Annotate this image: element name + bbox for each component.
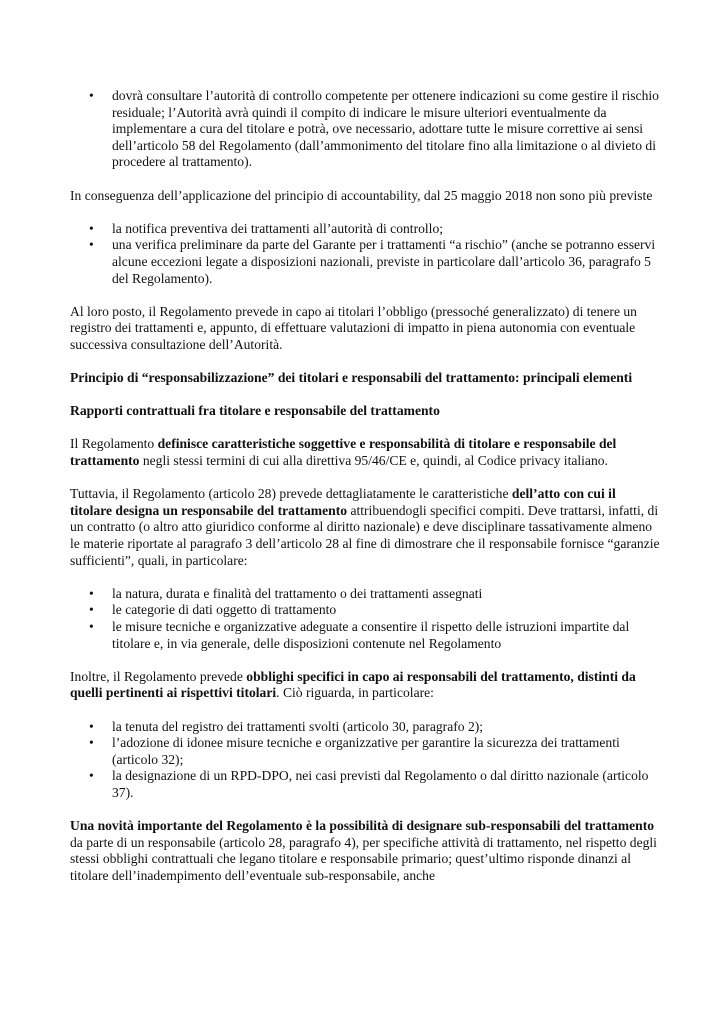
list-item-text: l’adozione di idonee misure tecniche e organizzative per garantire la sicurezza dei trattamenti (articolo 32); (112, 735, 620, 767)
bullet-icon: • (89, 619, 94, 634)
list-item (70, 719, 660, 736)
list-item (70, 221, 660, 238)
text-run: Inoltre, il Regolamento prevede (70, 668, 247, 684)
bullet-list-non-previste (70, 221, 660, 287)
bullet-icon: • (89, 768, 94, 784)
list-item (70, 586, 660, 603)
text-run: . Ciò riguarda, in particolare: (276, 685, 434, 701)
text-run: attribuendogli specifici compiti. Deve trattarsi, infatti, di un contratto (o altro atto giuridico conforme al diritto nazionale) e deve disciplinare tassativamente almeno le materie riportate al paragrafo 3 dell’articolo 28 al fine di dimostrare che il responsabile fornisce “garanzie sufficienti”, quali, in particolare: (70, 502, 660, 568)
text-run: Tuttavia, il Regolamento (articolo 28) prevede dettagliatamente le caratteristiche (70, 486, 512, 502)
list-item-text: dovrà consultare l’autorità di controllo competente per ottenere indicazioni su come gestire il rischio residuale; l’Autorità avrà quindi il compito di indicare le misure ulteriori eventualmente da implementare a cura del titolare e potrà, ove necessario, adottare tutte le misure correttive ai sensi dell’articolo 58 del Regolamento (dall’ammonimento del titolare fino alla limitazione o al divieto di procedere al trattamento). (112, 88, 659, 170)
bullet-list-garanzie (70, 586, 660, 652)
list-item-text: una verifica preliminare da parte del Garante per i trattamenti “a rischio” (anche se potranno esservi alcune eccezioni legate a disposizioni nazionali, previste in particolare dall’articolo 36, paragrafo 5 del Regolamento). (112, 237, 656, 286)
list-item-text: le misure tecniche e organizzative adeguate a consentire il rispetto delle istruzioni impartite dal titolare e, in via generale, delle disposizioni contenute nel Regolamento (112, 619, 630, 651)
list-item (70, 602, 660, 619)
text-run: Il Regolamento (70, 436, 158, 452)
list-item-text: la designazione di un RPD-DPO, nei casi previsti dal Regolamento o dal diritto nazionale (articolo 37). (112, 768, 649, 800)
paragraph-registro: Al loro posto, il Regolamento prevede in capo ai titolari l’obbligo (pressoché generalizzato) di tenere un registro dei trattamenti e, appunto, di effettuare valutazioni di impatto in piena autonomia con eventuale successiva consultazione dell’Autorità. (70, 303, 637, 352)
bold-text-run: dell’atto con cui il titolare designa un responsabile del trattamento (70, 486, 616, 518)
bold-text-run: obblighi specifici in capo ai responsabili del trattamento, distinti da quelli pertinenti ai rispettivi titolari (70, 668, 636, 701)
list-item (70, 619, 660, 652)
list-item-text: la notifica preventiva dei trattamenti all’autorità di controllo; (112, 220, 444, 236)
bold-text-run: definisce caratteristiche soggettive e responsabilità di titolare e responsabile del trattamento (70, 436, 617, 469)
paragraph-novita-sub-responsabili (70, 818, 660, 884)
bullet-icon: • (89, 88, 94, 103)
bold-text-run: Una novità importante del Regolamento è la possibilità di designare sub-responsabili del trattamento (70, 818, 655, 834)
heading-rapporti-contrattuali: Rapporti contrattuali fra titolare e responsabile del trattamento (70, 403, 440, 419)
paragraph-accountability: In conseguenza dell’applicazione del principio di accountability, dal 25 maggio 2018 non sono più previste (70, 187, 653, 203)
text-run: negli stessi termini di cui alla direttiva 95/46/CE e, quindi, al Codice privacy italiano. (139, 453, 608, 469)
bullet-icon: • (89, 718, 94, 734)
list-item-text: la tenuta del registro dei trattamenti svolti (articolo 30, paragrafo 2); (112, 718, 484, 734)
bullet-list-rischio-residuale (70, 88, 660, 171)
paragraph-definisce (70, 436, 660, 469)
document-body (70, 88, 660, 901)
list-item-text: le categorie di dati oggetto di trattamento (112, 602, 337, 618)
paragraph-tuttavia (70, 486, 660, 569)
paragraph-inoltre (70, 669, 660, 702)
heading-principio-responsabilizzazione: Principio di “responsabilizzazione” dei titolari e responsabili del trattamento: principali elementi (70, 370, 633, 386)
bullet-list-obblighi-responsabili (70, 719, 660, 802)
list-item (70, 768, 660, 801)
list-item (70, 237, 660, 287)
bullet-icon: • (89, 602, 94, 618)
bullet-icon: • (89, 585, 94, 601)
bullet-icon: • (89, 220, 94, 236)
bullet-icon: • (89, 735, 94, 751)
list-item (70, 735, 660, 768)
text-run: da parte di un responsabile (articolo 28, paragrafo 4), per specifiche attività di trattamento, nel rispetto degli stessi obblighi contrattuali che legano titolare e responsabile primario; quest’ultimo risponde dinanzi al titolare dell’inadempimento dell’eventuale sub-responsabile, anche (70, 834, 657, 883)
list-item-text: la natura, durata e finalità del trattamento o dei trattamenti assegnati (112, 585, 483, 601)
bullet-icon: • (89, 237, 94, 253)
list-item (70, 88, 660, 171)
